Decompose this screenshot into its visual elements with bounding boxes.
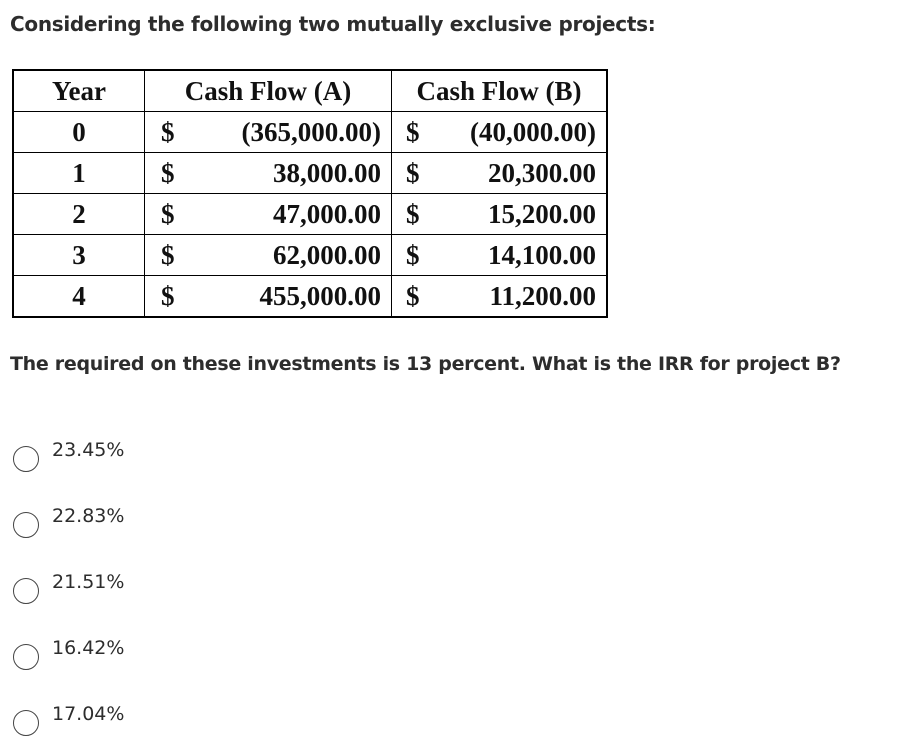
cash-flow-a-cell: 47,000.00 — [205, 194, 392, 235]
answer-option[interactable] — [13, 565, 124, 599]
currency-sign-a: $ — [145, 112, 206, 153]
currency-sign-a: $ — [145, 194, 206, 235]
answer-option[interactable] — [13, 499, 124, 533]
year-cell: 0 — [13, 112, 145, 153]
answer-option[interactable] — [13, 697, 124, 731]
cash-flow-b-cell: (40,000.00) — [446, 112, 607, 153]
header-year: Year — [13, 70, 145, 112]
year-cell: 1 — [13, 153, 145, 194]
year-cell: 3 — [13, 235, 145, 276]
radio-button[interactable] — [13, 644, 39, 670]
year-cell: 2 — [13, 194, 145, 235]
radio-button[interactable] — [13, 446, 39, 472]
currency-sign-a: $ — [145, 235, 206, 276]
cash-flow-a-cell: 455,000.00 — [205, 276, 392, 318]
currency-sign-a: $ — [145, 153, 206, 194]
cash-flow-a-cell: 38,000.00 — [205, 153, 392, 194]
currency-sign-b: $ — [392, 276, 447, 318]
cash-flow-a-cell: (365,000.00) — [205, 112, 392, 153]
currency-sign-a: $ — [145, 276, 206, 318]
question-prompt: The required on these investments is 13 percent. What is the IRR for project B? — [10, 353, 841, 375]
currency-sign-b: $ — [392, 194, 447, 235]
answer-option[interactable] — [13, 631, 124, 665]
cash-flow-table — [12, 69, 608, 318]
header-cash-flow-a: Cash Flow (A) — [145, 70, 392, 112]
currency-sign-b: $ — [392, 153, 447, 194]
table-row — [13, 235, 607, 276]
question-intro: Considering the following two mutually exclusive projects: — [10, 12, 656, 36]
radio-button[interactable] — [13, 710, 39, 736]
answer-option-label[interactable]: 17.04% — [52, 703, 125, 725]
answer-option-label[interactable]: 23.45% — [52, 439, 125, 461]
table-row — [13, 276, 607, 318]
year-cell: 4 — [13, 276, 145, 318]
table-header-row — [13, 70, 607, 112]
cash-flow-b-cell: 14,100.00 — [446, 235, 607, 276]
header-cash-flow-b: Cash Flow (B) — [392, 70, 608, 112]
answer-option-label[interactable]: 22.83% — [52, 505, 125, 527]
answer-option-label[interactable]: 16.42% — [52, 637, 125, 659]
answer-option[interactable] — [13, 433, 124, 467]
cash-flow-b-cell: 11,200.00 — [446, 276, 607, 318]
currency-sign-b: $ — [392, 112, 447, 153]
cash-flow-b-cell: 20,300.00 — [446, 153, 607, 194]
table-row — [13, 112, 607, 153]
table-row — [13, 153, 607, 194]
radio-button[interactable] — [13, 512, 39, 538]
cash-flow-a-cell: 62,000.00 — [205, 235, 392, 276]
table-row — [13, 194, 607, 235]
answer-option-label[interactable]: 21.51% — [52, 571, 125, 593]
cash-flow-b-cell: 15,200.00 — [446, 194, 607, 235]
currency-sign-b: $ — [392, 235, 447, 276]
radio-button[interactable] — [13, 578, 39, 604]
